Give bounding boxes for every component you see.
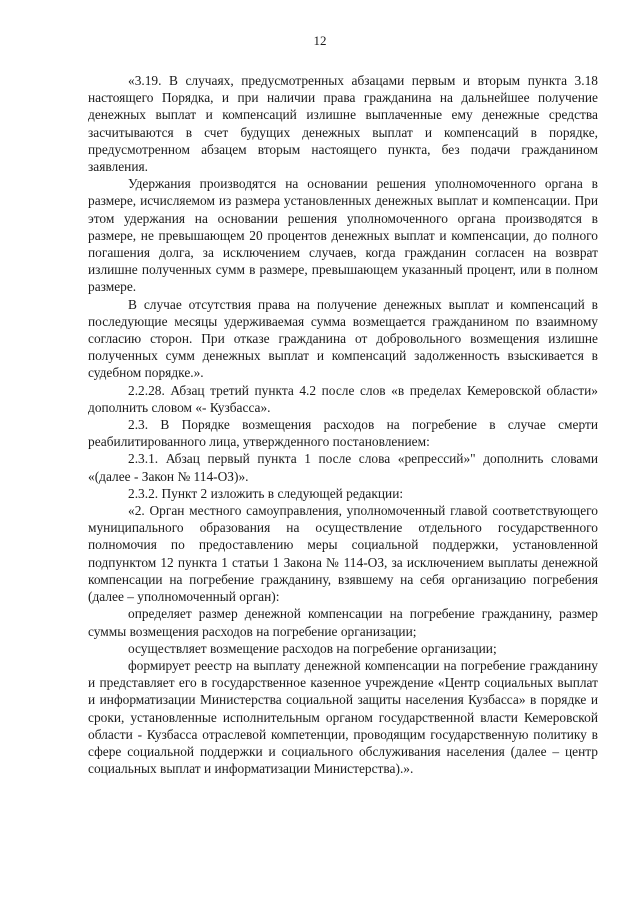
paragraph-3-19: «3.19. В случаях, предусмотренных абзацами первым и вторым пункта 3.18 настоящего Порядка, и при наличии права гражданина на дальнейшее получение денежных выплат и компенсаций излишне выплаченные ему денежные средства засчитываются в счет будущих денежных выплат и компенсаций в порядке, предусмотренном абзацем вторым настоящего пункта, без подачи гражданином заявления.	[88, 73, 598, 175]
document-body	[88, 72, 598, 777]
page-number: 12	[313, 33, 327, 48]
paragraph-reimburses: осуществляет возмещение расходов на погребение организации;	[128, 640, 497, 656]
paragraph-deductions: Удержания производятся на основании решения уполномоченного органа в размере, исчисляемом из размера установленных денежных выплат и компенсации. При этом удержания на основании решения уполномоченного органа производятся в размере, не превышающем 20 процентов денежных выплат и компенсации, до полного погашения долга, за исключением случаев, когда гражданин согласен на возврат излишне полученных сумм в размере, превышающем указанный процент, или в полном размере.	[88, 176, 598, 295]
paragraph-2-3-2: 2.3.2. Пункт 2 изложить в следующей редакции:	[128, 485, 404, 501]
paragraph-determines: определяет размер денежной компенсации на погребение гражданину, размер суммы возмещения расходов на погребение организации;	[88, 606, 598, 639]
paragraph-no-right: В случае отсутствия права на получение денежных выплат и компенсаций в последующие месяцы удерживаемая сумма возмещается гражданином по взаимному согласию сторон. При отказе гражданина от добровольного возмещения излишне полученных сумм денежных выплат и компенсаций задолженность взыскивается в судебном порядке.».	[88, 296, 598, 381]
paragraph-registry: формирует реестр на выплату денежной компенсации на погребение гражданину и представляет его в государственное казенное учреждение «Центр социальных выплат и информатизации Министерства социальной защиты населения Кузбасса» в порядке и сроки, установленные исполнительным органом государственной власти Кемеровской области - Кузбасса отраслевой компетенции, проводящим государственную политику в сфере социальной поддержки и социального обслуживания населения (далее – центр социальных выплат и информатизации Министерства).».	[88, 657, 598, 777]
paragraph-2-2-28: 2.2.28. Абзац третий пункта 4.2 после слов «в пределах Кемеровской области» дополнить словом «- Кузбасса».	[88, 382, 598, 415]
paragraph-2-3: 2.3. В Порядке возмещения расходов на погребение в случае смерти реабилитированного лица, утвержденного постановлением:	[88, 417, 598, 450]
paragraph-item-2: «2. Орган местного самоуправления, уполномоченный главой соответствующего муниципального образования на осуществление отдельного государственного полномочия по предоставлению меры социальной поддержки, установленной подпунктом 12 пункта 1 статьи 1 Закона № 114-ОЗ, за исключением выплаты денежной компенсации на погребение гражданину, взявшему на себя организацию погребения (далее – уполномоченный орган):	[88, 503, 598, 605]
paragraph-2-3-1: 2.3.1. Абзац первый пункта 1 после слова «репрессий»" дополнить словами «(далее - Закон № 114-ОЗ)».	[88, 451, 598, 484]
